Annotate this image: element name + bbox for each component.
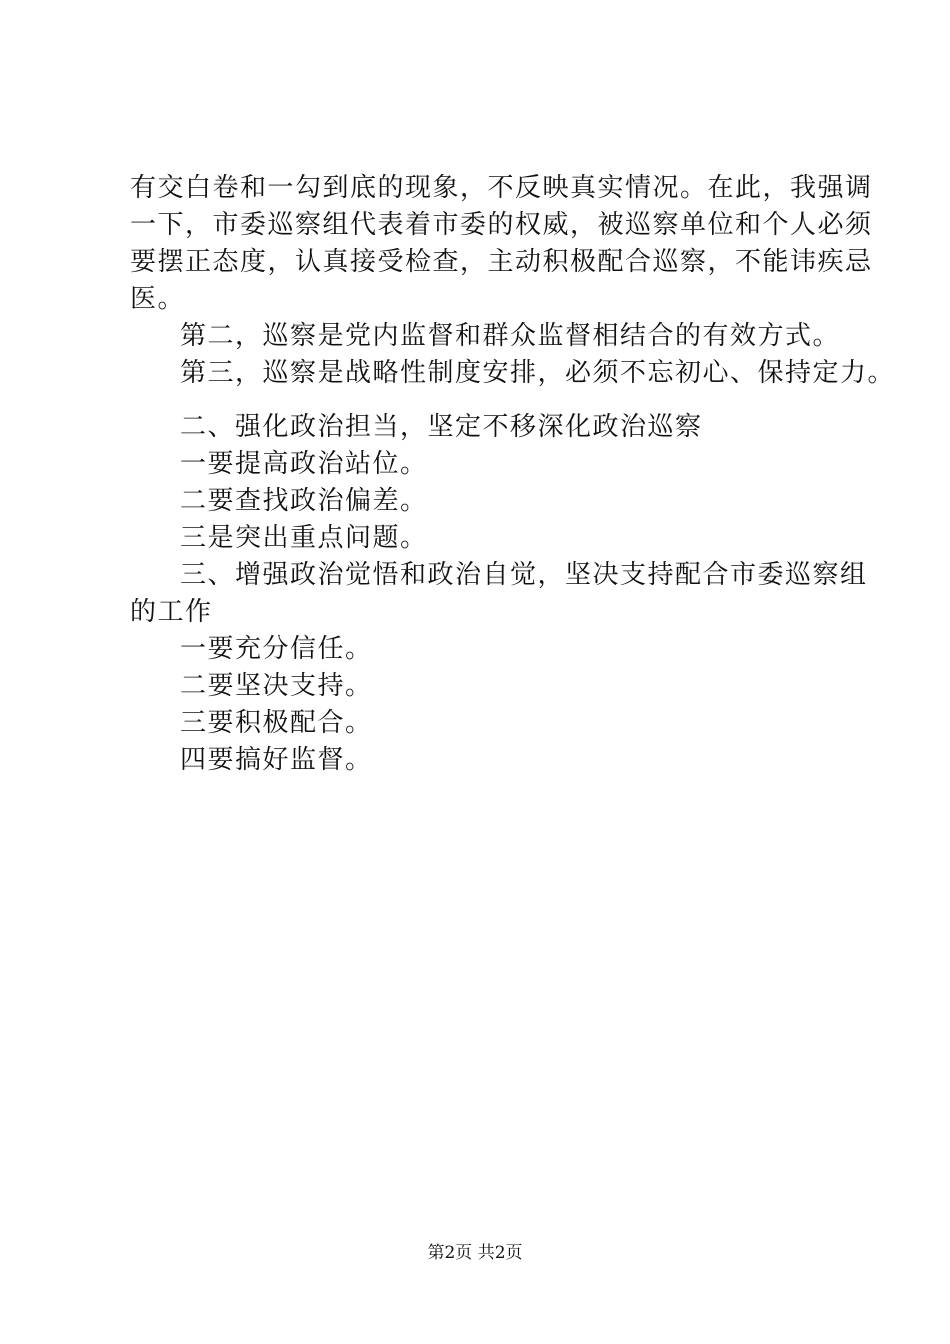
body-line: 要摆正态度，认真接受检查，主动积极配合巡察，不能讳疾忌: [130, 247, 873, 277]
page-footer: 第2页 共2页: [427, 1243, 523, 1263]
body-line: 一下，市委巡察组代表着市委的权威，被巡察单位和个人必须: [130, 210, 873, 240]
section-heading-three: 三、增强政治觉悟和政治自觉，坚决支持配合市委巡察组: [180, 560, 868, 590]
section-heading-three-continued: 的工作: [130, 597, 213, 627]
paragraph-gap: [130, 392, 850, 409]
list-item: 一要提高政治站位。: [180, 449, 428, 479]
list-item: 一要充分信任。: [180, 634, 373, 664]
body-line: 有交白卷和一勾到底的现象，不反映真实情况。在此，我强调: [130, 173, 873, 203]
list-item: 二要查找政治偏差。: [180, 486, 428, 516]
list-item: 三是突出重点问题。: [180, 523, 428, 553]
list-item: 三要积极配合。: [180, 708, 373, 738]
point-three: 第三，巡察是战略性制度安排，必须不忘初心、保持定力。: [180, 358, 896, 388]
list-item: 四要搞好监督。: [180, 745, 373, 775]
point-two: 第二，巡察是党内监督和群众监督相结合的有效方式。: [180, 321, 841, 351]
body-line: 医。: [130, 284, 186, 314]
list-item: 二要坚决支持。: [180, 671, 373, 701]
section-heading-two: 二、强化政治担当，坚定不移深化政治巡察: [180, 412, 703, 442]
document-body: [130, 170, 896, 779]
